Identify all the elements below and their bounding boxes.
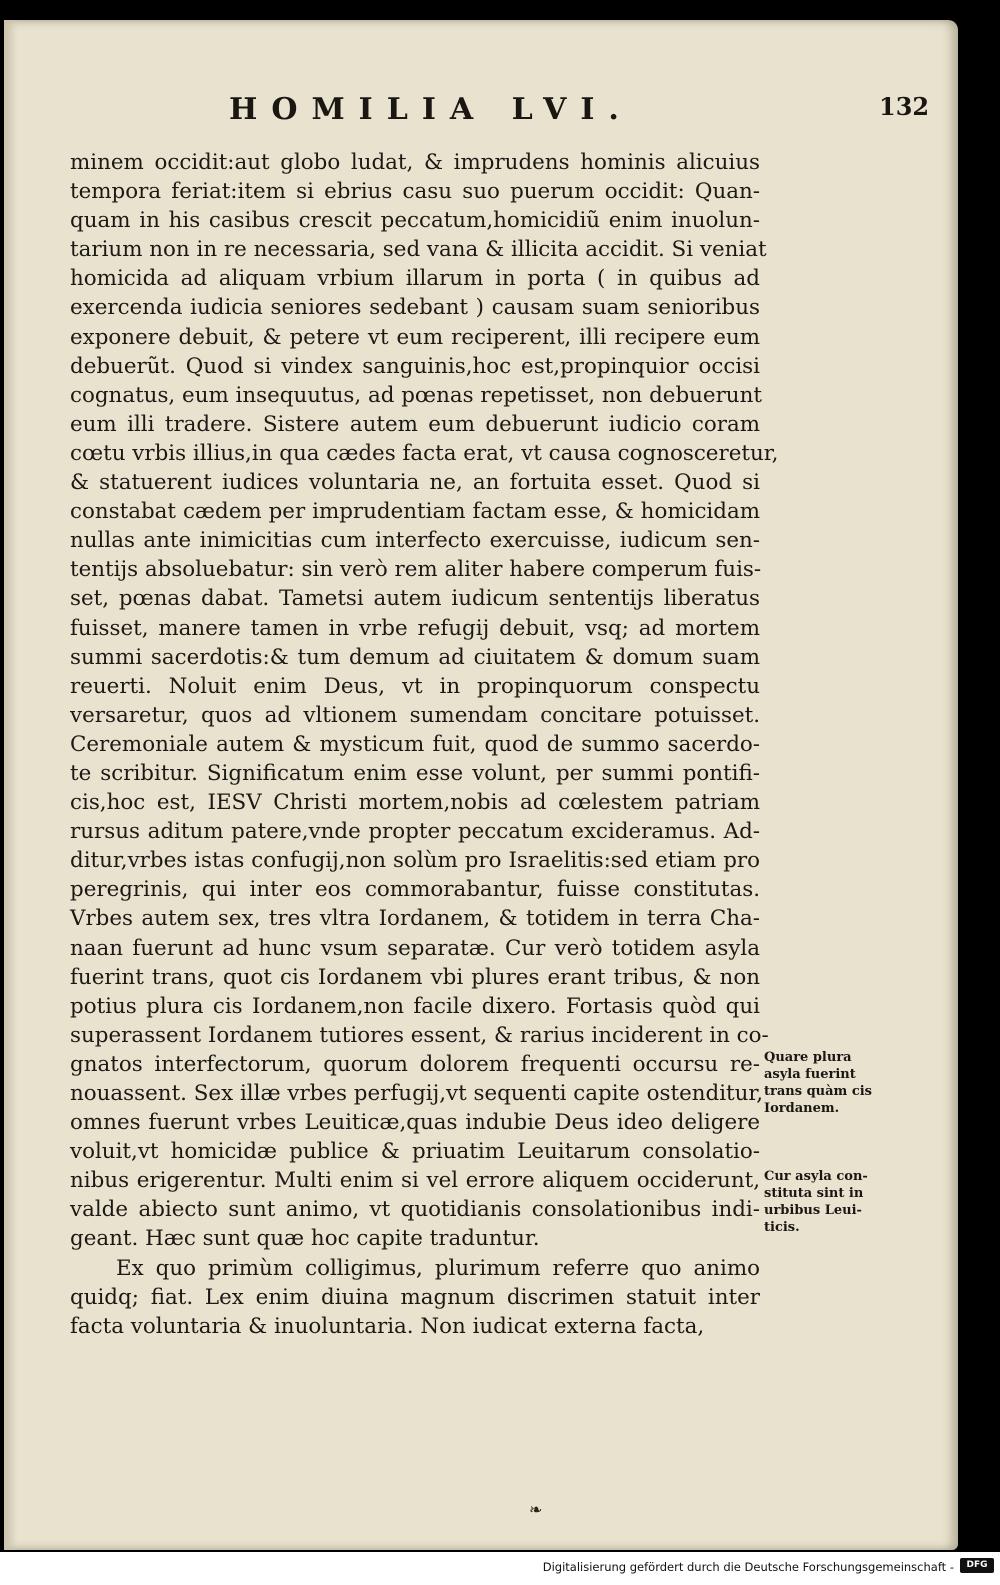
- text-line: tarium non in re necessaria, sed vana & illicita accidit. Si veniat: [70, 237, 767, 263]
- text-line: naan fuerunt ad hunc vsum separatæ. Cur verò totidem asyla: [70, 935, 760, 961]
- marginal-note-line: stituta sint in: [764, 1186, 864, 1201]
- marginal-note-asyla-leuiticis: [764, 1168, 884, 1236]
- dfg-logo: DFG: [960, 1558, 994, 1573]
- text-line: eum illi tradere. Sistere autem eum debuerunt iudicio coram: [70, 411, 760, 437]
- text-line: versaretur, quos ad vltionem sumendam concitare potuisset.: [70, 702, 760, 728]
- funding-credit: Digitalisierung gefördert durch die Deutsche Forschungsgemeinschaft -: [542, 1560, 954, 1574]
- marginal-note-line: Iordanem.: [764, 1101, 840, 1116]
- text-line: potius plura cis Iordanem,non facile dixero. Fortasis quòd qui: [70, 993, 760, 1019]
- text-line: Ceremoniale autem & mysticum fuit, quod de summo sacerdo-: [70, 731, 760, 757]
- text-line: quam in his casibus crescit peccatum,homicidiũ enim inuolun-: [70, 208, 760, 234]
- text-line: exercenda iudicia seniores sedebant ) causam suam senioribus: [70, 295, 760, 321]
- text-line: nullas ante inimicitias cum interfecto exercuisse, iudicum sen-: [70, 528, 760, 554]
- text-line: & statuerent iudices voluntaria ne, an fortuita esset. Quod si: [70, 470, 760, 496]
- text-line: reuerti. Noluit enim Deus, vt in propinquorum conspectu: [70, 673, 760, 699]
- text-line: summi sacerdotis:& tum demum ad ciuitatem & domum suam: [70, 644, 760, 670]
- book-page: [4, 20, 958, 1550]
- text-line: tentijs absoluebatur: sin verò rem aliter habere comperum fuis-: [70, 557, 762, 583]
- text-line: debuerũt. Quod si vindex sanguinis,hoc est,propinquior occisi: [70, 353, 760, 379]
- marginal-note-line: ticis.: [764, 1220, 800, 1235]
- text-line: fuisset, manere tamen in vrbe refugij debuit, vsq; ad mortem: [70, 615, 760, 641]
- marginal-note-line: trans quàm cis: [764, 1084, 872, 1099]
- text-line: homicida ad aliquam vrbium illarum in porta ( in quibus ad: [70, 266, 760, 292]
- body-text: [70, 148, 779, 1341]
- text-line: gnatos interfectorum, quorum dolorem frequenti occursu re-: [70, 1051, 760, 1077]
- text-line: cis,hoc est, IESV Christi mortem,nobis ad cœlestem patriam: [70, 790, 760, 816]
- running-head: HOMILIA LVI.: [229, 92, 633, 127]
- digitization-footer: [0, 1552, 1000, 1585]
- text-line: te scribitur. Significatum enim esse volunt, per summi pontifi-: [70, 760, 760, 786]
- text-line: geant. Hæc sunt quæ hoc capite traduntur.: [70, 1226, 540, 1252]
- text-line: exponere debuit, & petere vt eum reciperent, illi recipere eum: [70, 324, 760, 350]
- text-line: facta voluntaria & inuoluntaria. Non iudicat externa facta,: [70, 1313, 705, 1339]
- marginal-note-line: asyla fuerint: [764, 1067, 856, 1082]
- marginal-note-line: Quare plura: [764, 1050, 852, 1065]
- text-line: constabat cædem per imprudentiam factam esse, & homicidam: [70, 499, 760, 525]
- text-line: rursus aditum patere,vnde propter peccatum excideramus. Ad-: [70, 819, 760, 845]
- text-line: voluit,vt homicidæ publice & priuatim Leuitarum consolatio-: [70, 1139, 760, 1165]
- marginal-note-line: urbibus Leui-: [764, 1203, 862, 1218]
- text-line: fuerint trans, quot cis Iordanem vbi plures erant tribus, & non: [70, 964, 760, 990]
- text-line: set, pœnas dabat. Tametsi autem iudicum sententijs liberatus: [70, 586, 760, 612]
- text-line: quidq; fiat. Lex enim diuina magnum discrimen statuit inter: [70, 1284, 760, 1310]
- text-line: tempora feriat:item si ebrius casu suo puerum occidit: Quan-: [70, 179, 760, 205]
- text-line: peregrinis, qui inter eos commorabantur, fuisse constitutas.: [70, 877, 760, 903]
- page-number: 132: [879, 92, 930, 121]
- text-line: superassent Iordanem tutiores essent, & rarius inciderent in co-: [70, 1022, 769, 1048]
- text-line: omnes fuerunt vrbes Leuiticæ,quas indubie Deus ideo deligere: [70, 1110, 760, 1136]
- text-line: cognatus, eum insequutus, ad pœnas repetisset, non debuerunt: [70, 382, 762, 408]
- marginal-note-line: Cur asyla con-: [764, 1169, 868, 1184]
- text-line: nibus erigerentur. Multi enim si vel errore aliquem occiderunt,: [70, 1168, 760, 1194]
- text-line: Ex quo primùm colligimus, plurimum referre quo animo: [116, 1255, 760, 1281]
- text-line: cœtu vrbis illius,in qua cædes facta erat, vt causa cognosceretur,: [70, 440, 779, 466]
- text-line: nouassent. Sex illæ vrbes perfugij,vt sequenti capite ostenditur,: [70, 1081, 764, 1106]
- marginal-note-asyla-trans: [764, 1049, 884, 1117]
- text-line: Vrbes autem sex, tres vltra Iordanem, & totidem in terra Cha-: [70, 906, 760, 932]
- text-line: minem occidit:aut globo ludat, & imprudens hominis alicuius: [70, 150, 760, 175]
- ornament-mark: ❧: [529, 1500, 543, 1519]
- text-line: ditur,vrbes istas confugij,non solùm pro Israelitis:sed etiam pro: [70, 848, 760, 874]
- text-line: valde abiecto sunt animo, vt quotidianis consolationibus indi-: [70, 1197, 760, 1223]
